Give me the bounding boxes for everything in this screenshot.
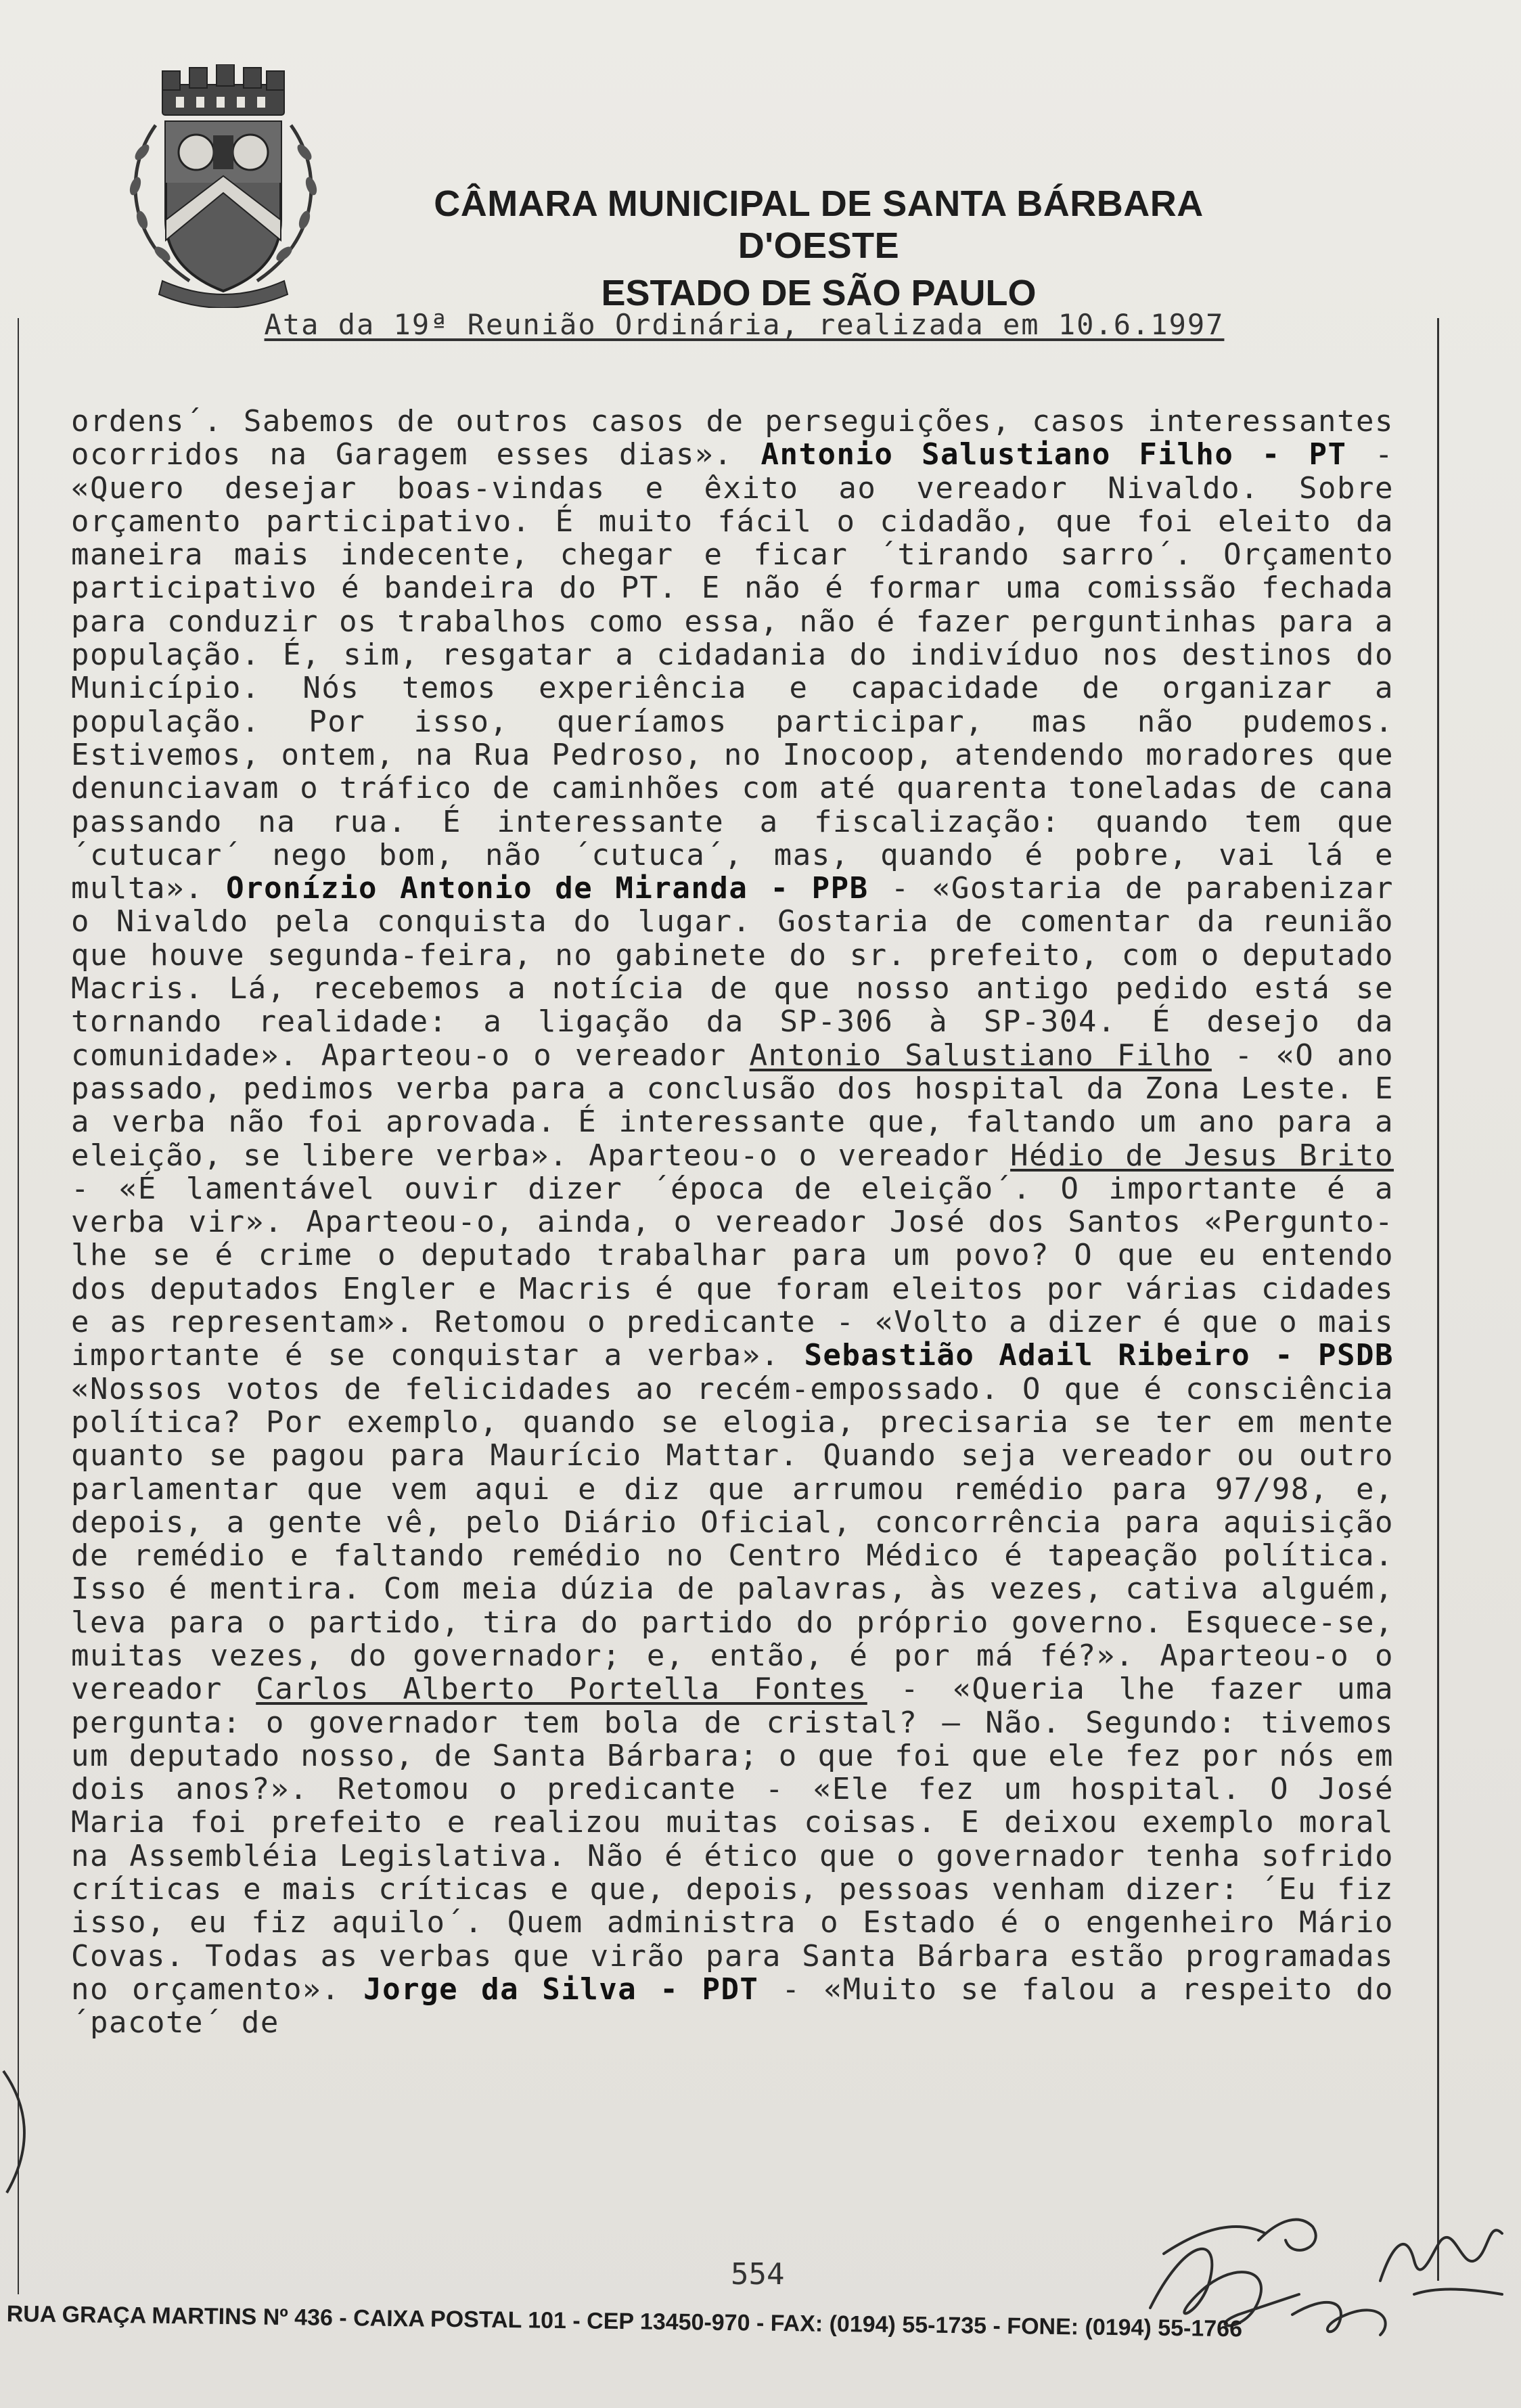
letterhead-state: ESTADO DE SÃO PAULO	[601, 273, 1037, 313]
page-number: 554	[731, 2257, 785, 2292]
speaker-name: Sebastião Adail Ribeiro - PSDB	[804, 1338, 1394, 1373]
aparte-name: Carlos Alberto Portella Fontes	[256, 1672, 867, 1707]
footer-address: RUA GRAÇA MARTINS Nº 436 - CAIXA POSTAL 101 - CEP 13450-970 - FAX: (0194) 55-1735 - FONE: (0194) 55-1766	[6, 2301, 1243, 2342]
page-edge-right	[1437, 318, 1439, 2281]
page-edge-left	[18, 318, 19, 2294]
text-segment: - «Queria lhe fazer uma pergunta: o governador tem bola de cristal? — Não. Segundo: tivemos um deputado nosso, de Santa Bárbara; o que foi que ele fez por nós em dois anos?». Retomou o predicante - «Ele fez um hospital. O José Maria foi prefeito e realizou muitas coisas. E deixou exemplo moral na Assembléia Legislativa. Não é ético que o governador tenha sofrido críticas e mais críticas e que, depois, pessoas venham dizer: ´Eu fiz isso, eu fiz aquilo´. Quem administra o Estado é o engenheiro Mário Covas. Todas as verbas que virão para Santa Bárbara estão programadas no orçamento».	[71, 1672, 1394, 2007]
text-segment: - «Gostaria de parabenizar o Nivaldo pela conquista do lugar. Gostaria de comentar da reunião que houve segunda-feira, no gabinete do sr. prefeito, com o deputado Macris. Lá, recebemos a notícia de que nosso antigo pedido está se tornando realidade: a ligação da SP-306 à SP-304. É desejo da comunidade». Aparteou-o o vereador	[71, 871, 1394, 1073]
speaker-name: Jorge da Silva - PDT	[363, 1971, 759, 2007]
letterhead-title: CÂMARA MUNICIPAL DE SANTA BÁRBARA D'OESTE	[434, 183, 1204, 266]
coat-of-arms-icon	[115, 64, 332, 308]
aparte-name: Hédio de Jesus Brito	[1010, 1138, 1394, 1173]
text-segment: ordens´. Sabemos de outros casos de perseguições, casos interessantes ocorridos na Garagem esses dias».	[71, 404, 1394, 472]
minutes-paragraph	[71, 405, 1394, 2040]
speaker-name: Antonio Salustiano Filho - PT	[760, 437, 1347, 472]
text-segment: - «Muito se falou a respeito do ´pacote´ de	[71, 1971, 1394, 2041]
text-segment: - «O ano passado, pedimos verba para a conclusão dos hospital da Zona Leste. E a verba não foi aprovada. É interessante que, faltando um ano para a eleição, se libere verba». Aparteou-o o vereador	[71, 1038, 1394, 1173]
margin-mark-icon	[0, 2064, 41, 2200]
text-segment: - «É lamentável ouvir dizer ´época de eleição´. O importante é a verba vir». Aparteou-o, ainda, o vereador José dos Santos «Pergunto-lhe se é crime o deputado trabalhar para um povo? O que eu entendo dos deputados Engler e Macris é que foram eleitos por várias cidades e as representam». Retomou o predicante - «Volto a dizer é que o mais importante é se conquistar a verba».	[71, 1171, 1394, 1373]
text-segment: - «Quero desejar boas-vindas e êxito ao vereador Nivaldo. Sobre orçamento participativo. É muito fácil o cidadão, que foi eleito da maneira mais indecente, chegar e ficar ´tirando sarro´. Orçamento participativo é bandeira do PT. E não é formar uma comissão fechada para conduzir os trabalhos como essa, não é fazer perguntinhas para a população. É, sim, resgatar a cidadania do indivíduo nos destinos do Município. Nós temos experiência e capacidade de organizar a população. Por isso, queríamos participar, mas não pudemos. Estivemos, ontem, na Rua Pedroso, no Inocoop, atendendo moradores que denunciavam o tráfico de caminhões com até quarenta toneladas de cana passando na rua. É interessante a fiscalização: quando tem que ´cutucar´ nego bom, não ´cutuca´, mas, quando é pobre, vai lá e multa».	[71, 437, 1394, 906]
aparte-name: Antonio Salustiano Filho	[749, 1038, 1212, 1073]
minutes-body	[71, 405, 1394, 2040]
letterhead	[379, 183, 1258, 314]
text-segment: «Nossos votos de felicidades ao recém-empossado. O que é consciência política? Por exemplo, quando se elogia, precisaria se ter em mente quanto se pagou para Maurício Mattar. Quando seja vereador ou outro parlamentar que vem aqui e diz que arrumou remédio para 97/98, e, depois, a gente vê, pelo Diário Oficial, concorrência para aquisição de remédio e faltando remédio no Centro Médico é tapeação política. Isso é mentira. Com meia dúzia de palavras, às vezes, cativa alguém, leva para o partido, tira do partido do próprio governo. Esquece-se, muitas vezes, do governador; e, então, é por má fé?». Aparteou-o o vereador	[71, 1371, 1394, 1707]
speaker-name: Oronízio Antonio de Miranda - PPB	[226, 871, 869, 906]
minutes-title: Ata da 19ª Reunião Ordinária, realizada em 10.6.1997	[264, 308, 1225, 341]
